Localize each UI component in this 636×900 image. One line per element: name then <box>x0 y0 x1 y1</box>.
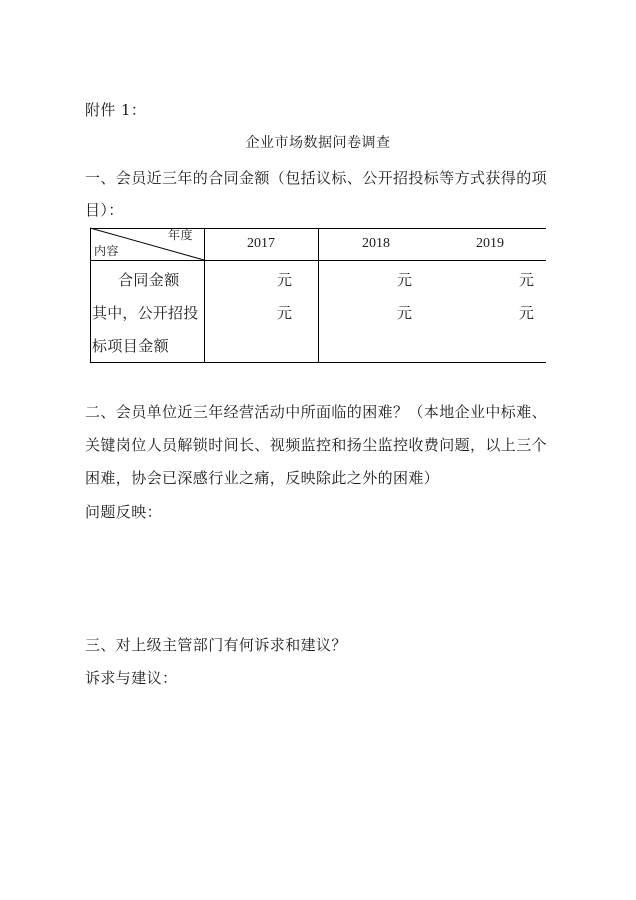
row-label-public-bidding-line2: 标项目金额 <box>92 337 170 355</box>
table-column-divider-1 <box>204 228 205 363</box>
section2-heading-line1: 二、会员单位近三年经营活动中所面临的困难？（本地企业中标难、 <box>85 403 548 421</box>
corner-label-content: 内容 <box>94 244 120 258</box>
section2-heading-line2: 关键岗位人员解锁时间长、视频监控和扬尘监控收费问题，以上三个 <box>85 436 548 454</box>
unit-cell: 元 <box>397 271 413 289</box>
unit-cell: 元 <box>519 304 535 322</box>
section2-heading-line3: 困难，协会已深感行业之痛，反映除此之外的困难） <box>85 469 440 487</box>
section1-heading-line2: 目）： <box>85 201 124 219</box>
year-header-2018: 2018 <box>362 236 390 251</box>
table-column-divider-2 <box>318 228 319 363</box>
unit-cell: 元 <box>519 271 535 289</box>
row-label-public-bidding-line1: 其中，公开招投 <box>92 304 199 322</box>
section3-heading: 三、对上级主管部门有何诉求和建议？ <box>85 636 347 654</box>
corner-label-year: 年度 <box>168 228 194 242</box>
unit-cell: 元 <box>277 271 293 289</box>
attachment-label: 附件 1： <box>85 101 147 119</box>
unit-cell: 元 <box>277 304 293 322</box>
document-title: 企业市场数据问卷调查 <box>245 135 391 151</box>
section1-heading-line1: 一、会员近三年的合同金额（包括议标、公开招投标等方式获得的项 <box>85 169 548 187</box>
suggestions-label: 诉求与建议： <box>85 669 178 687</box>
row-label-contract-amount: 合同金额 <box>118 271 180 289</box>
unit-cell: 元 <box>397 304 413 322</box>
problem-feedback-label: 问题反映： <box>85 503 163 521</box>
year-header-2019: 2019 <box>476 236 504 251</box>
year-header-2017: 2017 <box>247 236 275 251</box>
